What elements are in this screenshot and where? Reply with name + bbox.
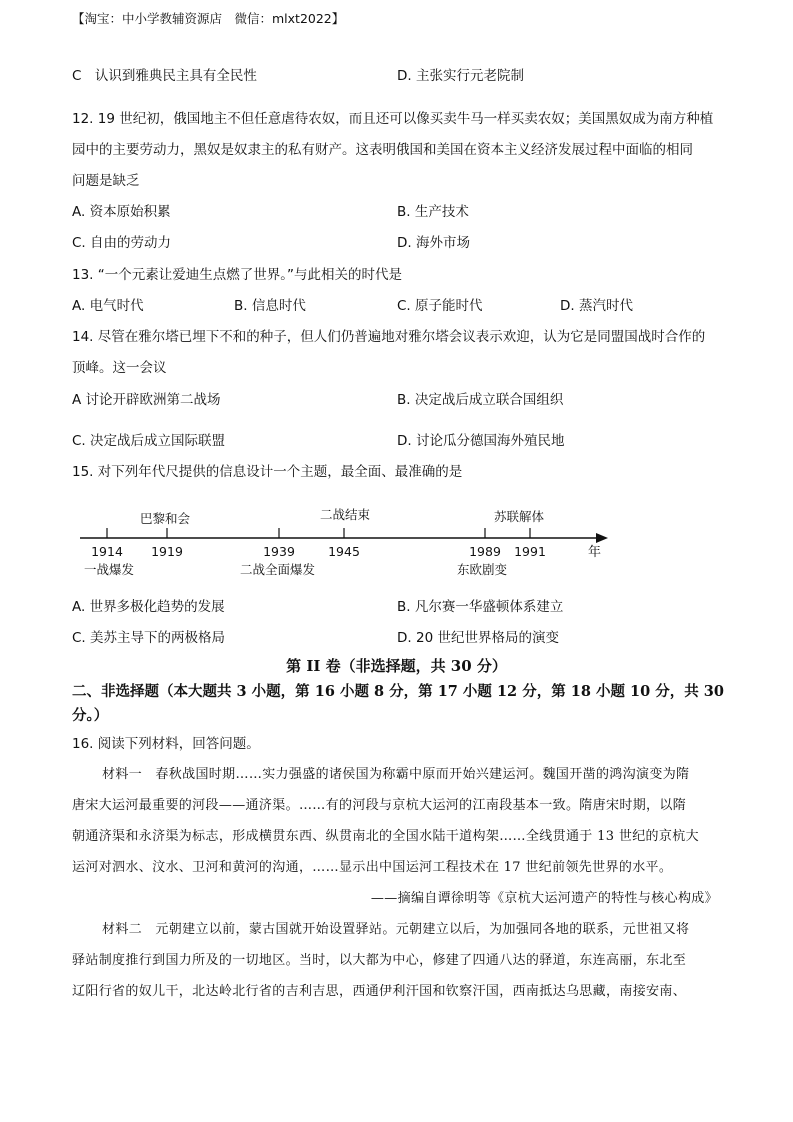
q13-option-b: B. 信息时代 xyxy=(234,298,306,314)
event-ww2-full-outbreak: 二战全面爆发 xyxy=(240,562,316,577)
material1-line1: 材料一 春秋战国时期……实力强盛的诸侯国为称霸中原而开始兴建运河。魏国开凿的鸿沟演变为隋 xyxy=(102,767,690,782)
event-ussr-dissolution: 苏联解体 xyxy=(494,509,545,524)
q13-option-d: D. 蒸汽时代 xyxy=(560,298,633,314)
q15-stem: 15. 对下列年代尺提供的信息设计一个主题，最全面、最准确的是 xyxy=(72,464,463,480)
q12-option-c: C. 自由的劳动力 xyxy=(72,235,172,251)
year-1939: 1939 xyxy=(263,544,295,559)
material2-line3: 辽阳行省的奴儿干，北达岭北行省的吉利吉思，西通伊利汗国和钦察汗国，西南抵达乌思藏，南接安南、 xyxy=(72,984,687,999)
page-header: 【淘宝：中小学教辅资源店 微信：mlxt2022】 xyxy=(72,11,345,26)
timeline-ruler xyxy=(72,500,617,580)
q14-option-c: C. 决定战后成立国际联盟 xyxy=(72,433,226,449)
event-eastern-europe-upheaval: 东欧剧变 xyxy=(457,562,508,577)
axis-unit-year: 年 xyxy=(588,545,602,560)
event-ww1-outbreak: 一战爆发 xyxy=(84,562,135,577)
year-1919: 1919 xyxy=(151,544,183,559)
section2-heading-line2: 分。） xyxy=(72,707,109,724)
year-1989: 1989 xyxy=(469,544,501,559)
timeline-arrow-icon xyxy=(596,533,608,543)
material1-source: ——摘编自谭徐明等《京杭大运河遗产的特性与核心构成》 xyxy=(370,891,718,906)
q14-stem-line1: 14. 尽管在雅尔塔已埋下不和的种子，但人们仍普遍地对雅尔塔会议表示欢迎，认为它是同盟国战时合作的 xyxy=(72,329,706,345)
q16-stem: 16. 阅读下列材料，回答问题。 xyxy=(72,736,260,752)
q14-option-b: B. 决定战后成立联合国组织 xyxy=(397,392,564,408)
year-1945: 1945 xyxy=(328,544,360,559)
q12-stem-line1: 12. 19 世纪初，俄国地主不但任意虐待农奴，而且还可以像买卖牛马一样买卖农奴；美国黑奴成为南方种植 xyxy=(72,111,714,127)
q13-stem: 13. “一个元素让爱迪生点燃了世界。”与此相关的时代是 xyxy=(72,267,402,283)
q11-option-c: C 认识到雅典民主具有全民性 xyxy=(72,68,257,84)
q11-option-d: D. 主张实行元老院制 xyxy=(397,68,524,84)
q14-option-d: D. 讨论瓜分德国海外殖民地 xyxy=(397,433,565,449)
q15-option-a: A. 世界多极化趋势的发展 xyxy=(72,599,225,615)
material1-line3: 朝通济渠和永济渠为标志，形成横贯东西、纵贯南北的全国水陆干道构架……全线贯通于 13 世纪的京杭大 xyxy=(72,829,699,844)
q12-option-a: A. 资本原始积累 xyxy=(72,204,171,220)
material2-line2: 驿站制度推行到国力所及的一切地区。当时，以大都为中心，修建了四通八达的驿道，东连高丽，东北至 xyxy=(72,953,687,968)
material1-line4: 运河对泗水、汶水、卫河和黄河的沟通，……显示出中国运河工程技术在 17 世纪前领先世界的水平。 xyxy=(72,860,673,875)
q15-option-b: B. 凡尔赛一华盛顿体系建立 xyxy=(397,599,564,615)
event-paris-peace-conference: 巴黎和会 xyxy=(140,511,191,526)
q12-stem-line2: 园中的主要劳动力，黑奴是奴隶主的私有财产。这表明俄国和美国在资本主义经济发展过程中面临的相同 xyxy=(72,142,693,158)
year-1914: 1914 xyxy=(91,544,123,559)
q15-option-c: C. 美苏主导下的两极格局 xyxy=(72,630,226,646)
q12-option-d: D. 海外市场 xyxy=(397,235,470,251)
part2-title: 第 II 卷（非选择题，共 30 分） xyxy=(286,657,507,675)
q12-option-b: B. 生产技术 xyxy=(397,204,469,220)
q14-stem-line2: 顶峰。这一会议 xyxy=(72,360,167,376)
year-1991: 1991 xyxy=(514,544,546,559)
event-ww2-end: 二战结束 xyxy=(320,507,371,522)
q12-stem-line3: 问题是缺乏 xyxy=(72,173,140,189)
q15-option-d: D. 20 世纪世界格局的演变 xyxy=(397,630,559,646)
q13-option-c: C. 原子能时代 xyxy=(397,298,483,314)
material1-line2: 唐宋大运河最重要的河段——通济渠。……有的河段与京杭大运河的江南段基本一致。隋唐宋时期，以隋 xyxy=(72,798,687,813)
section2-heading-line1: 二、非选择题（本大题共 3 小题，第 16 小题 8 分，第 17 小题 12 分，第 18 小题 10 分，共 30 xyxy=(72,683,724,700)
material2-line1: 材料二 元朝建立以前，蒙古国就开始设置驿站。元朝建立以后，为加强同各地的联系，元世祖又将 xyxy=(102,922,690,937)
q14-option-a: A 讨论开辟欧洲第二战场 xyxy=(72,392,221,408)
q13-option-a: A. 电气时代 xyxy=(72,298,144,314)
